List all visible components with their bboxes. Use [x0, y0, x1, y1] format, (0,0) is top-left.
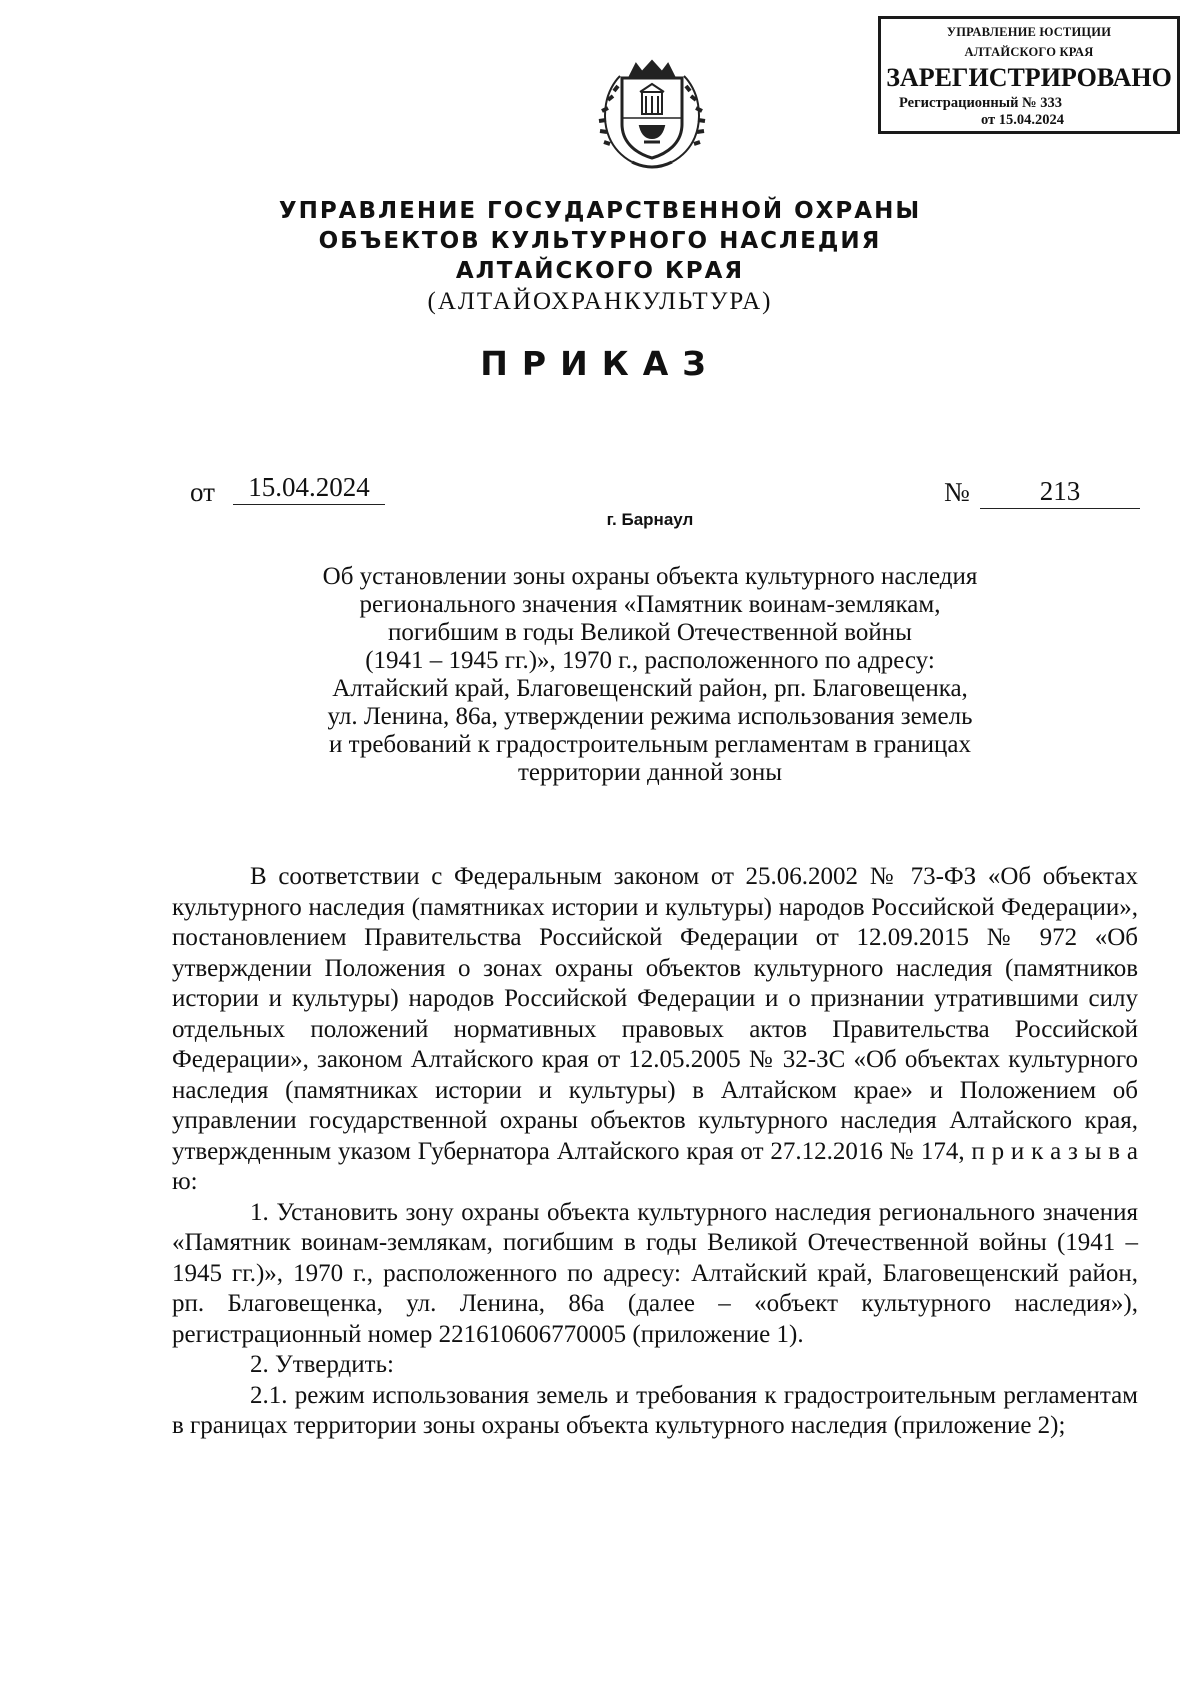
org-name-line3: АЛТАЙСКОГО КРАЯ [455, 258, 745, 284]
document-type-title: ПРИКАЗ [480, 344, 720, 383]
subject-line: погибшим в годы Великой Отечественной войны [388, 619, 912, 646]
stamp-reg-number: Регистрационный № 333 [899, 95, 1063, 111]
org-abbreviation: (АЛТАЙОХРАНКУЛЬТУРА) [427, 288, 773, 315]
coat-of-arms-icon [596, 58, 708, 172]
stamp-org-line1: УПРАВЛЕНИЕ ЮСТИЦИИ [946, 25, 1112, 39]
subject-line: Алтайский край, Благовещенский район, рп. Благовещенка, [332, 675, 968, 702]
subject-line: ул. Ленина, 86а, утверждении режима использования земель [327, 703, 973, 730]
organization-header [0, 196, 1200, 318]
clause-2-1: 2.1. режим использования земель и требования к градостроительным регламентам в границах территории зоны охраны объекта культурного наследия (приложение 2); [172, 1381, 1138, 1439]
stamp-status: ЗАРЕГИСТРИРОВАНО [886, 63, 1172, 92]
subject-line: регионального значения «Памятник воинам-землякам, [359, 591, 941, 618]
stamp-reg-date: от 15.04.2024 [981, 112, 1065, 128]
subject-line: (1941 – 1945 гг.)», 1970 г., расположенного по адресу: [365, 647, 935, 674]
document-body [172, 862, 1138, 1442]
org-name-line1: УПРАВЛЕНИЕ ГОСУДАРСТВЕННОЙ ОХРАНЫ [278, 198, 922, 224]
registration-stamp [878, 16, 1180, 134]
subject-line: Об установлении зоны охраны объекта культурного наследия [322, 563, 978, 590]
clause-2: 2. Утвердить: [250, 1351, 394, 1378]
org-name-line2: ОБЪЕКТОВ КУЛЬТУРНОГО НАСЛЕДИЯ [318, 228, 882, 254]
document-subject [250, 563, 1050, 787]
city-name: г. Барнаул [606, 510, 694, 529]
preamble-paragraph: В соответствии с Федеральным законом от 25.06.2002 № 73-ФЗ «Об объектах культурного наследия (памятниках истории и культуры) народов Российской Федерации», постановлением Правительства Российской Федерации от 12.09.2015 № 972 «Об утверждении Положения о зонах охраны объектов культурного наследия (памятников истории и культуры) народов Российской Федерации и о признании утратившими силу отдельных положений нормативных правовых актов Правительства Российской Федерации», законом Алтайского края от 12.05.2005 № 32-ЗС «Об объектах культурного наследия (памятниках истории и культуры) в Алтайском крае» и Положением об управлении государственной охраны объектов культурного наследия Алтайского края, утвержденным указом Губернатора Алтайского края от 27.12.2016 № 174, п р и к а з ы в а ю: [172, 863, 1138, 1195]
number-label: № [944, 477, 970, 507]
subject-line: территории данной зоны [517, 759, 783, 786]
document-number: 213 [980, 476, 1140, 509]
clause-1: 1. Установить зону охраны объекта культурного наследия регионального значения «Памятник воинам-землякам, погибшим в годы Великой Отечественной войны (1941 – 1945 гг.)», 1970 г., расположенного по адресу: Алтайский край, Благовещенский район, рп. Благовещенка, ул. Ленина, 86а (далее – «объект культурного наследия»), регистрационный номер 221610606770005 (приложение 1). [172, 1198, 1138, 1348]
document-date: 15.04.2024 [233, 472, 385, 505]
subject-line: и требований к градостроительным регламентам в границах [328, 731, 972, 758]
stamp-org-line2: АЛТАЙСКОГО КРАЯ [964, 45, 1094, 59]
date-label: от [190, 477, 215, 507]
